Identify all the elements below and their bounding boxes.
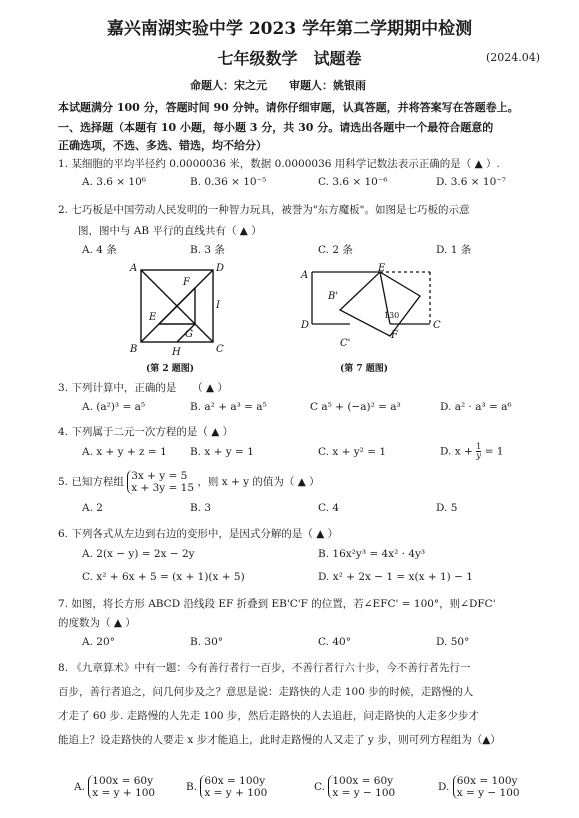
fig2-label-a: A: [130, 263, 138, 274]
q4-fraction: $\frac{1}{y}$: [476, 442, 482, 460]
q8-option-a: A. 100x = 60y x = y + 100: [74, 775, 156, 799]
q8-line-4: 能追上？设走路快的人要走 x 步才能追上，此时走路慢的人又走了 y 步，则可列方程组为（▲）: [58, 734, 501, 746]
q7-stem-cont: 的度数为（ ▲ ）: [58, 617, 136, 629]
q6-stem: 6. 下列各式从左边到右边的变形中，是因式分解的是（ ▲ ）: [58, 528, 339, 540]
fig7-label-d: D: [301, 320, 310, 331]
q2-stem-cont: 图，图中与 AB 平行的直线共有（ ▲ ）: [78, 225, 262, 237]
q1-stem: 1. 某细胞的平均半径约 0.0000036 米，数据 0.0000036 用科学记数法表示正确的是（ ▲ ）.: [58, 158, 500, 170]
fig2-label-b: B: [130, 344, 138, 355]
fig2-label-i: I: [216, 300, 220, 311]
fig7-angle-mark: 130: [384, 311, 400, 320]
authors-line: 命题人：宋之元 审题人：姚银雨: [190, 79, 366, 92]
q8-option-c: C. 100x = 60y x = y − 100: [314, 775, 396, 799]
fig2-label-d: D: [216, 263, 225, 274]
fig2-label-g: G: [185, 329, 193, 340]
q7-option-a: A. 20°: [82, 636, 115, 648]
q6-option-a: A. 2(x − y) = 2x − 2y: [82, 548, 195, 560]
q6-option-c: C. x² + 6x + 5 = (x + 1)(x + 5): [82, 571, 245, 583]
q8-line-1: 8. 《九章算术》中有一题：今有善行者行一百步，不善行者行六十步，今不善行者先行一: [58, 662, 471, 674]
fig7-label-f: F: [391, 330, 398, 341]
q5-stem: 5. 已知方程组 3x + y = 5 x + 3y = 15 ，则 x + y 的值为（ ▲ ）: [58, 470, 320, 494]
fig2-caption: (第 2 题图): [146, 364, 195, 374]
fig7-label-c-prime: C': [340, 338, 351, 349]
q7-stem: 7. 如图，将长方形 ABCD 沿线段 EF 折叠到 EB'C'F 的位置，若∠EFC' = 100°，则∠DFC': [58, 598, 496, 610]
fig7-label-e: E: [378, 263, 386, 274]
q4-option-d: D. x + $\frac{1}{y}$ = 1: [440, 442, 504, 460]
q6-option-b: B. 16x²y³ = 4x² · 4y³: [318, 548, 426, 560]
q3-option-c: C a⁵ + (−a)² = a³: [310, 401, 401, 413]
q4-stem: 4. 下列属于二元一次方程的是（ ▲ ）: [58, 426, 234, 438]
tangram-figure: [128, 258, 228, 368]
q1-option-c: C. 3.6 × 10⁻⁶: [318, 176, 388, 188]
q3-option-b: B. a² + a³ = a⁵: [190, 401, 267, 413]
section-heading: 一、选择题（本题有 10 小题，每小题 3 分，共 30 分。请选出各题中一个最符合题意的: [58, 121, 494, 134]
paper-subtitle: 七年级数学 试题卷: [217, 49, 362, 68]
q1-option-a: A. 3.6 × 10⁶: [82, 176, 146, 188]
q1-option-d: D. 3.6 × 10⁻⁷: [436, 176, 507, 188]
q2-option-c: C. 2 条: [318, 244, 353, 256]
fold-figure: [298, 262, 446, 362]
fig2-label-h: H: [172, 347, 181, 358]
q3-option-a: A. (a²)³ = a⁵: [82, 401, 146, 413]
q4-option-a: A. x + y + z = 1: [82, 446, 167, 458]
q2-option-a: A. 4 条: [82, 244, 117, 256]
page-title: 嘉兴南湖实验中学 2023 学年第二学期期中检测: [106, 19, 473, 39]
q7-option-b: B. 30°: [190, 636, 224, 648]
q4-option-c: C. x + y² = 1: [318, 446, 387, 458]
intro-text: 本试题满分 100 分，答题时间 90 分钟。请你仔细审题，认真答题，并将答案写在答题卷上。: [58, 101, 519, 114]
q8-line-3: 才走了 60 步. 走路慢的人先走 100 步，然后走路快的人去追赶，问走路快的人走多少步才: [58, 710, 479, 722]
fig7-label-b-prime: B': [328, 291, 339, 302]
q7-option-d: D. 50°: [436, 636, 470, 648]
q5-option-b: B. 3: [190, 502, 212, 514]
fig2-label-f: F: [183, 277, 190, 288]
q5-option-a: A. 2: [82, 502, 103, 514]
q3-option-d: D. a² · a³ = a⁶: [440, 401, 512, 413]
fig2-label-c: C: [216, 344, 224, 355]
fig7-label-a: A: [301, 270, 309, 281]
section-heading-cont: 正确选项，不选、多选、错选，均不给分）: [58, 139, 267, 152]
q2-stem: 2. 七巧板是中国劳动人民发明的一种智力玩具，被誉为"东方魔板"。如图是七巧板的示意: [58, 204, 470, 216]
q6-option-d: D. x² + 2x − 1 = x(x + 1) − 1: [318, 571, 473, 583]
q8-option-d: D. 60x = 100y x = y − 100: [438, 775, 520, 799]
fig7-label-c: C: [433, 320, 441, 331]
q8-option-b: B. 60x = 100y x = y + 100: [186, 775, 268, 799]
q2-option-d: D. 1 条: [436, 244, 472, 256]
q8-line-2: 百步，善行者追之，问几何步及之？意思是说：走路快的人走 100 步的时候，走路慢的人: [58, 686, 474, 698]
q5-option-d: D. 5: [436, 502, 458, 514]
q5-option-c: C. 4: [318, 502, 340, 514]
q7-option-c: C. 40°: [318, 636, 351, 648]
q2-option-b: B. 3 条: [190, 244, 225, 256]
q1-option-b: B. 0.36 × 10⁻⁵: [190, 176, 267, 188]
q4-option-b: B. x + y = 1: [190, 446, 254, 458]
q3-stem: 3. 下列计算中，正确的是 （ ▲ ）: [58, 382, 228, 394]
q5-system: 3x + y = 5 x + 3y = 15: [127, 470, 194, 494]
fig7-caption: (第 7 题图): [340, 364, 389, 374]
fig2-label-e: E: [149, 312, 157, 323]
exam-date: (2024.04): [486, 51, 541, 64]
